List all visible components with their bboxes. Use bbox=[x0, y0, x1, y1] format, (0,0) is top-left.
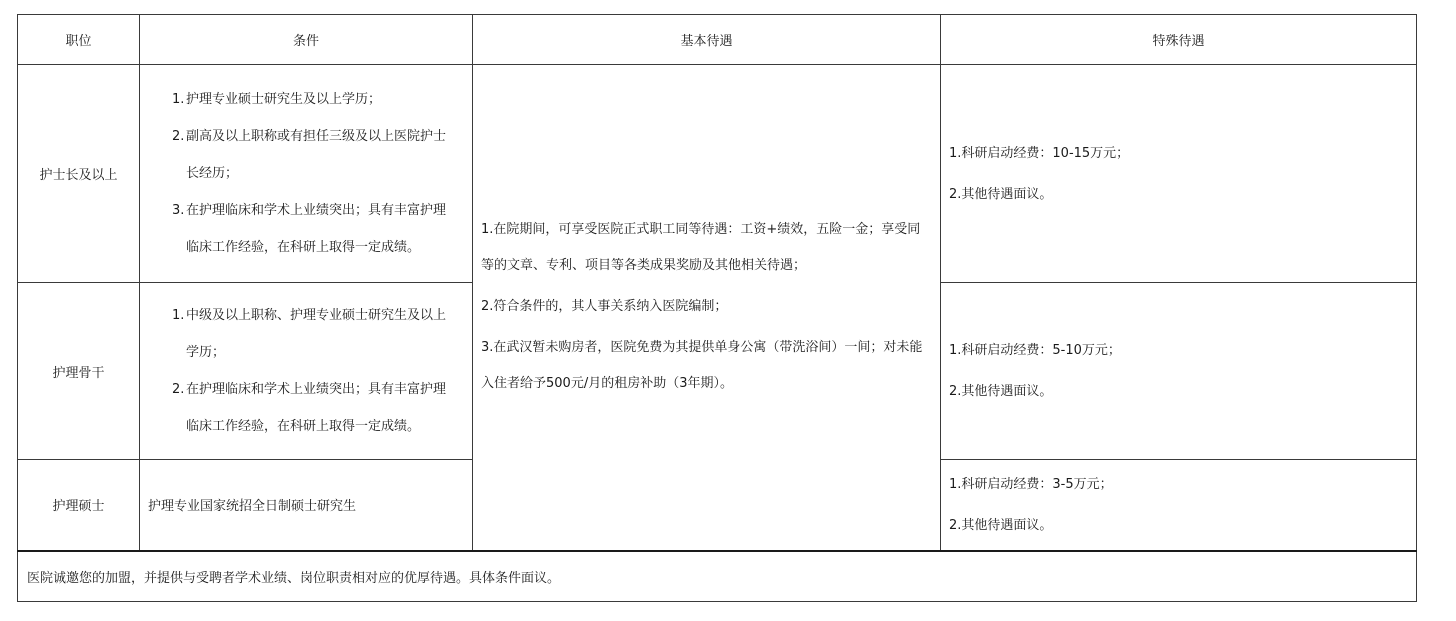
special-benefit-item: 2.其他待遇面议。 bbox=[949, 186, 1053, 202]
conditions-cell bbox=[140, 65, 473, 283]
special-benefit-item: 2.其他待遇面议。 bbox=[949, 384, 1053, 399]
condition-text: 护理专业硕士研究生及以上学历； bbox=[186, 92, 382, 107]
header-conditions: 条件 bbox=[140, 15, 473, 65]
header-basic-benefits: 基本待遇 bbox=[473, 15, 941, 65]
recruitment-table bbox=[17, 14, 1417, 602]
condition-number: 1. bbox=[172, 308, 185, 323]
position-cell: 护士长及以上 bbox=[18, 65, 140, 283]
condition-number: 1. bbox=[172, 92, 185, 107]
basic-benefit-item: 3.在武汉暂未购房者，医院免费为其提供单身公寓（带洗浴间）一间；对未能入住者给予500元/月的租房补助（3年期）。 bbox=[481, 340, 923, 392]
header-special-benefits: 特殊待遇 bbox=[941, 15, 1417, 65]
header-row bbox=[18, 15, 1417, 65]
special-benefit-item: 1.科研启动经费：10-15万元； bbox=[949, 145, 1130, 161]
conditions-cell bbox=[140, 283, 473, 460]
condition-number: 2. bbox=[172, 129, 185, 144]
conditions-cell: 护理专业国家统招全日制硕士研究生 bbox=[140, 460, 473, 551]
special-benefit-item: 2.其他待遇面议。 bbox=[949, 517, 1053, 533]
special-benefits-cell bbox=[941, 460, 1417, 551]
basic-benefit-item: 2.符合条件的，其人事关系纳入医院编制； bbox=[481, 299, 728, 315]
basic-benefits-cell bbox=[473, 65, 941, 551]
condition-number: 3. bbox=[172, 203, 185, 218]
special-benefits-cell bbox=[941, 65, 1417, 283]
table-row bbox=[18, 65, 1417, 283]
condition-number: 2. bbox=[172, 382, 185, 397]
condition-item bbox=[172, 371, 458, 445]
special-benefit-item: 1.科研启动经费：3-5万元； bbox=[949, 476, 1113, 492]
footer-row bbox=[18, 551, 1417, 602]
position-cell: 护理骨干 bbox=[18, 283, 140, 460]
special-benefits-cell bbox=[941, 283, 1417, 460]
header-position: 职位 bbox=[18, 15, 140, 65]
condition-text: 副高及以上职称或有担任三级及以上医院护士长经历； bbox=[186, 129, 447, 181]
basic-benefit-item: 1.在院期间，可享受医院正式职工同等待遇：工资+绩效，五险一金；享受同等的文章、专利、项目等各类成果奖励及其他相关待遇； bbox=[481, 222, 921, 274]
condition-item bbox=[172, 118, 458, 192]
position-cell: 护理硕士 bbox=[18, 460, 140, 551]
condition-item bbox=[172, 192, 458, 266]
footer-note: 医院诚邀您的加盟，并提供与受聘者学术业绩、岗位职责相对应的优厚待遇。具体条件面议。 bbox=[18, 551, 1417, 602]
condition-text: 在护理临床和学术上业绩突出；具有丰富护理临床工作经验，在科研上取得一定成绩。 bbox=[186, 382, 447, 434]
condition-text: 中级及以上职称、护理专业硕士研究生及以上学历； bbox=[186, 308, 447, 360]
special-benefit-item: 1.科研启动经费：5-10万元； bbox=[949, 343, 1121, 358]
condition-text: 在护理临床和学术上业绩突出；具有丰富护理临床工作经验，在科研上取得一定成绩。 bbox=[186, 203, 447, 255]
condition-item bbox=[172, 81, 458, 118]
condition-item bbox=[172, 297, 458, 371]
